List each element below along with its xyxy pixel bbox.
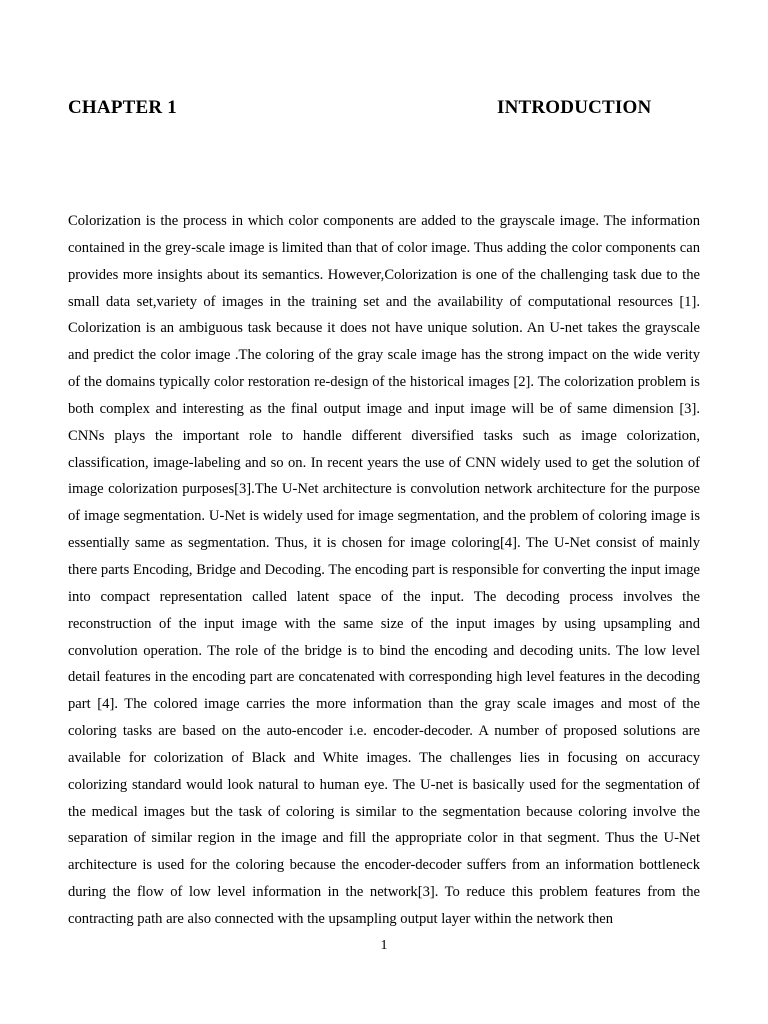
page-number: 1 (380, 938, 388, 953)
chapter-title: INTRODUCTION (497, 97, 652, 118)
body-paragraph: Colorization is the process in which color components are added to the grayscale image. The information contained in the grey-scale image is limited than that of color image. Thus adding the color components can provides more insights about its semantics. However,Colorization is one of the challenging task due to the small data set,variety of images in the training set and the availability of computational resources [1]. Colorization is an ambiguous task because it does not have unique solution. An U-net takes the grayscale and predict the color image .The coloring of the gray scale image has the strong impact on the wide verity of the domains typically color restoration re-design of the historical images [2]. The colorization problem is both complex and interesting as the final output image and input image will be of same dimension [3]. CNNs plays the important role to handle different diversified tasks such as image colorization, classification, image-labeling and so on. In recent years the use of CNN widely used to get the solution of image colorization purposes[3].The U-Net architecture is convolution network architecture for the purpose of image segmentation. U-Net is widely used for image segmentation, and the problem of coloring image is essentially same as segmentation. Thus, it is chosen for image coloring[4]. The U-Net consist of mainly there parts Encoding, Bridge and Decoding. The encoding part is responsible for converting the input image into compact representation called latent space of the input. The decoding process involves the reconstruction of the input image with the same size of the input images by using upsampling and convolution operation. The role of the bridge is to bind the encoding and decoding units. The low level detail features in the encoding part are concatenated with corresponding high level features in the decoding part [4]. The colored image carries the more information than the gray scale images and most of the coloring tasks are based on the auto-encoder i.e. encoder-decoder. A number of proposed solutions are available for colorization of Black and White images. The challenges lies in focusing on accuracy colorizing standard would look natural to human eye. The U-net is basically used for the segmentation of the medical images but the task of coloring is similar to the segmentation because coloring involve the separation of similar region in the image and fill the appropriate color in that segment. Thus the U-Net architecture is used for the coloring because the encoder-decoder suffers from an information bottleneck during the flow of low level information in the network[3]. To reduce this problem features from the contracting path are also connected with the upsampling output layer within the network then (68, 213, 700, 927)
chapter-label: CHAPTER 1 (68, 97, 177, 118)
